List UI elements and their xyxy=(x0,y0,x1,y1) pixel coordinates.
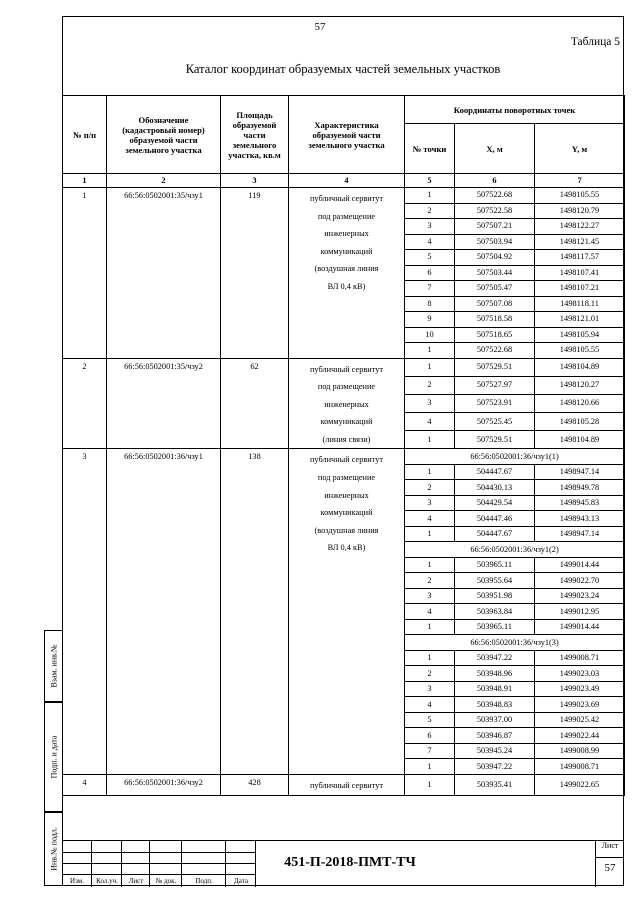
coord-x: 503946.87 xyxy=(455,728,535,744)
point-number: 3 xyxy=(405,588,455,604)
characteristic-line: ВЛ 0,4 кВ) xyxy=(327,281,366,291)
point-number: 1 xyxy=(405,557,455,573)
stamp-ndok: № док. xyxy=(155,877,177,885)
column-number: 2 xyxy=(107,174,221,188)
point-number: 2 xyxy=(405,666,455,682)
point-number: 3 xyxy=(405,219,455,235)
column-number: 3 xyxy=(221,174,289,188)
coord-y: 1498104.89 xyxy=(535,431,625,449)
characteristic-line: публичный сервитут xyxy=(309,455,384,465)
point-number: 1 xyxy=(405,188,455,204)
part-number: 4 xyxy=(63,774,107,795)
point-number: 4 xyxy=(405,604,455,620)
sheet-number: 57 xyxy=(604,862,616,874)
coord-y: 1498947.14 xyxy=(535,526,625,542)
coord-x: 503948.96 xyxy=(455,666,535,682)
table-row xyxy=(63,358,625,376)
coord-x: 507503.44 xyxy=(455,265,535,281)
coord-y: 1498105.28 xyxy=(535,413,625,431)
characteristic-line: под размещение xyxy=(317,382,376,392)
coord-x: 507522.58 xyxy=(455,203,535,219)
column-number: 1 xyxy=(63,174,107,188)
point-number: 10 xyxy=(405,327,455,343)
coord-x: 504429.54 xyxy=(455,495,535,511)
point-number: 8 xyxy=(405,296,455,312)
coord-y: 1499023.69 xyxy=(535,697,625,713)
part-designation: 66:56:0502001:36/чзу2 xyxy=(107,774,221,795)
header-characteristic: Характеристика образуемой части земельного участка xyxy=(289,96,405,174)
coord-y: 1499008.71 xyxy=(535,759,625,775)
coord-y: 1498945.83 xyxy=(535,495,625,511)
point-number: 6 xyxy=(405,728,455,744)
document-code: 451-П-2018-ПМТ-ТЧ xyxy=(284,855,416,870)
characteristic-line: коммуникаций xyxy=(320,508,373,518)
coord-y: 1499022.65 xyxy=(535,774,625,795)
table-row xyxy=(63,449,625,465)
point-number: 3 xyxy=(405,681,455,697)
characteristic-line: под размещение xyxy=(317,211,376,221)
part-characteristic xyxy=(289,449,405,775)
coord-y: 1498105.55 xyxy=(535,343,625,359)
part-number: 1 xyxy=(63,188,107,359)
part-characteristic xyxy=(289,188,405,359)
coord-x: 507523.91 xyxy=(455,394,535,412)
point-number: 4 xyxy=(405,234,455,250)
coord-y: 1498120.27 xyxy=(535,376,625,394)
stamp-list: Лист xyxy=(128,877,144,885)
part-area: 428 xyxy=(221,774,289,795)
subpart-label: 66:56:0502001:36/чзу1(2) xyxy=(405,542,625,558)
coord-x: 503955.64 xyxy=(455,573,535,589)
header-designation: Обозначение (кадастровый номер) образуемой части земельного участка xyxy=(107,96,221,174)
subpart-label: 66:56:0502001:36/чзу1(3) xyxy=(405,635,625,651)
coord-y: 1498118.11 xyxy=(535,296,625,312)
coord-y: 1498107.21 xyxy=(535,281,625,297)
part-number: 3 xyxy=(63,449,107,775)
characteristic-line: под размещение xyxy=(317,473,376,483)
part-designation: 66:56:0502001:36/чзу1 xyxy=(107,449,221,775)
characteristic-line: (линия связи) xyxy=(322,434,371,444)
coord-x: 504430.13 xyxy=(455,480,535,496)
point-number: 5 xyxy=(405,712,455,728)
part-characteristic xyxy=(289,358,405,449)
coord-y: 1498949.78 xyxy=(535,480,625,496)
page-number: 57 xyxy=(314,21,326,33)
coord-x: 507527.97 xyxy=(455,376,535,394)
part-area: 62 xyxy=(221,358,289,449)
coord-y: 1499022.70 xyxy=(535,573,625,589)
side-field-inv: Инв.№ подл. xyxy=(44,812,62,886)
coord-y: 1499014.44 xyxy=(535,557,625,573)
table-label: Таблица 5 xyxy=(570,36,620,48)
part-designation: 66:56:0502001:35/чзу1 xyxy=(107,188,221,359)
point-number: 2 xyxy=(405,376,455,394)
coord-x: 503948.91 xyxy=(455,681,535,697)
coord-x: 503965.11 xyxy=(455,557,535,573)
coord-y: 1498104.89 xyxy=(535,358,625,376)
side-field-podp: Подп. и дата xyxy=(44,702,62,812)
characteristic-line: публичный сервитут xyxy=(309,364,384,374)
characteristic-line: инженерных xyxy=(324,399,369,409)
coord-x: 507529.51 xyxy=(455,358,535,376)
header-x: X, м xyxy=(455,124,535,174)
coord-y: 1498117.57 xyxy=(535,250,625,266)
characteristic-line: инженерных xyxy=(324,490,369,500)
characteristic-line: публичный сервитут xyxy=(309,780,384,790)
coord-x: 507522.68 xyxy=(455,188,535,204)
header-num: № п/п xyxy=(63,96,107,174)
part-area: 119 xyxy=(221,188,289,359)
coord-y: 1499008.71 xyxy=(535,650,625,666)
coord-y: 1499023.03 xyxy=(535,666,625,682)
column-number: 5 xyxy=(405,174,455,188)
characteristic-line: инженерных xyxy=(324,229,369,239)
point-number: 1 xyxy=(405,431,455,449)
column-number: 7 xyxy=(535,174,625,188)
point-number: 1 xyxy=(405,759,455,775)
coord-y: 1498943.13 xyxy=(535,511,625,527)
characteristic-line: ВЛ 0,4 кВ) xyxy=(327,543,366,553)
coord-y: 1498121.45 xyxy=(535,234,625,250)
point-number: 1 xyxy=(405,650,455,666)
point-number: 2 xyxy=(405,203,455,219)
coord-x: 504447.46 xyxy=(455,511,535,527)
point-number: 1 xyxy=(405,774,455,795)
point-number: 7 xyxy=(405,743,455,759)
table-row xyxy=(63,188,625,204)
subpart-label: 66:56:0502001:36/чзу1(1) xyxy=(405,449,625,465)
coord-x: 503937.00 xyxy=(455,712,535,728)
coord-x: 503948.83 xyxy=(455,697,535,713)
side-field-vzam: Взам. инв.№ xyxy=(44,630,62,702)
point-number: 1 xyxy=(405,343,455,359)
header-coords: Координаты поворотных точек xyxy=(405,96,625,124)
coord-x: 507518.58 xyxy=(455,312,535,328)
coord-y: 1498947.14 xyxy=(535,464,625,480)
header-y: Y, м xyxy=(535,124,625,174)
coord-x: 503951.98 xyxy=(455,588,535,604)
point-number: 1 xyxy=(405,464,455,480)
characteristic-line: (воздушная линия xyxy=(314,264,379,274)
point-number: 4 xyxy=(405,413,455,431)
part-area: 138 xyxy=(221,449,289,775)
column-number: 6 xyxy=(455,174,535,188)
coord-y: 1498105.55 xyxy=(535,188,625,204)
coord-x: 504447.67 xyxy=(455,526,535,542)
coord-y: 1499008.99 xyxy=(535,743,625,759)
characteristic-line: публичный сервитут xyxy=(309,194,384,203)
point-number: 3 xyxy=(405,495,455,511)
coord-y: 1499022.44 xyxy=(535,728,625,744)
characteristic-line: коммуникаций xyxy=(320,417,373,427)
column-number: 4 xyxy=(289,174,405,188)
point-number: 1 xyxy=(405,619,455,635)
coord-x: 507503.94 xyxy=(455,234,535,250)
stamp-podp: Подп. xyxy=(195,877,213,885)
coordinates-table xyxy=(62,95,625,796)
coord-y: 1499014.44 xyxy=(535,619,625,635)
point-number: 7 xyxy=(405,281,455,297)
point-number: 6 xyxy=(405,265,455,281)
coord-x: 504447.67 xyxy=(455,464,535,480)
coord-x: 507529.51 xyxy=(455,431,535,449)
characteristic-line: (воздушная линия xyxy=(314,525,379,535)
part-designation: 66:56:0502001:35/чзу2 xyxy=(107,358,221,449)
coord-x: 503947.22 xyxy=(455,759,535,775)
coord-y: 1498120.66 xyxy=(535,394,625,412)
coord-x: 507507.21 xyxy=(455,219,535,235)
coord-x: 507505.47 xyxy=(455,281,535,297)
point-number: 5 xyxy=(405,250,455,266)
coord-x: 507525.45 xyxy=(455,413,535,431)
point-number: 4 xyxy=(405,697,455,713)
header-point: № точки xyxy=(405,124,455,174)
coord-y: 1499023.49 xyxy=(535,681,625,697)
point-number: 9 xyxy=(405,312,455,328)
coord-x: 507518.65 xyxy=(455,327,535,343)
coord-y: 1498121.01 xyxy=(535,312,625,328)
characteristic-line: коммуникаций xyxy=(320,246,373,256)
table-title: Каталог координат образуемых частей земельных участков xyxy=(185,62,501,76)
point-number: 3 xyxy=(405,394,455,412)
header-area: Площадь образуемой части земельного участка, кв.м xyxy=(221,96,289,174)
coord-y: 1498107.41 xyxy=(535,265,625,281)
coord-y: 1498120.79 xyxy=(535,203,625,219)
coord-y: 1498122.27 xyxy=(535,219,625,235)
point-number: 1 xyxy=(405,358,455,376)
part-number: 2 xyxy=(63,358,107,449)
point-number: 4 xyxy=(405,511,455,527)
stamp-data: Дата xyxy=(234,877,248,885)
coord-x: 507507.08 xyxy=(455,296,535,312)
point-number: 2 xyxy=(405,573,455,589)
coord-x: 503945.24 xyxy=(455,743,535,759)
coord-x: 503963.84 xyxy=(455,604,535,620)
table-row xyxy=(63,774,625,795)
sheet-label: Лист xyxy=(601,841,619,850)
coord-y: 1499012.95 xyxy=(535,604,625,620)
point-number: 2 xyxy=(405,480,455,496)
coord-x: 503965.11 xyxy=(455,619,535,635)
coord-y: 1499025.42 xyxy=(535,712,625,728)
part-characteristic xyxy=(289,774,405,795)
coord-x: 507522.68 xyxy=(455,343,535,359)
coord-x: 503935.41 xyxy=(455,774,535,795)
coord-x: 507504.92 xyxy=(455,250,535,266)
stamp-kol: Кол.уч. xyxy=(96,877,118,885)
stamp-izm: Изм. xyxy=(70,877,84,885)
coord-y: 1498105.94 xyxy=(535,327,625,343)
point-number: 1 xyxy=(405,526,455,542)
coord-x: 503947.22 xyxy=(455,650,535,666)
coord-y: 1499023.24 xyxy=(535,588,625,604)
